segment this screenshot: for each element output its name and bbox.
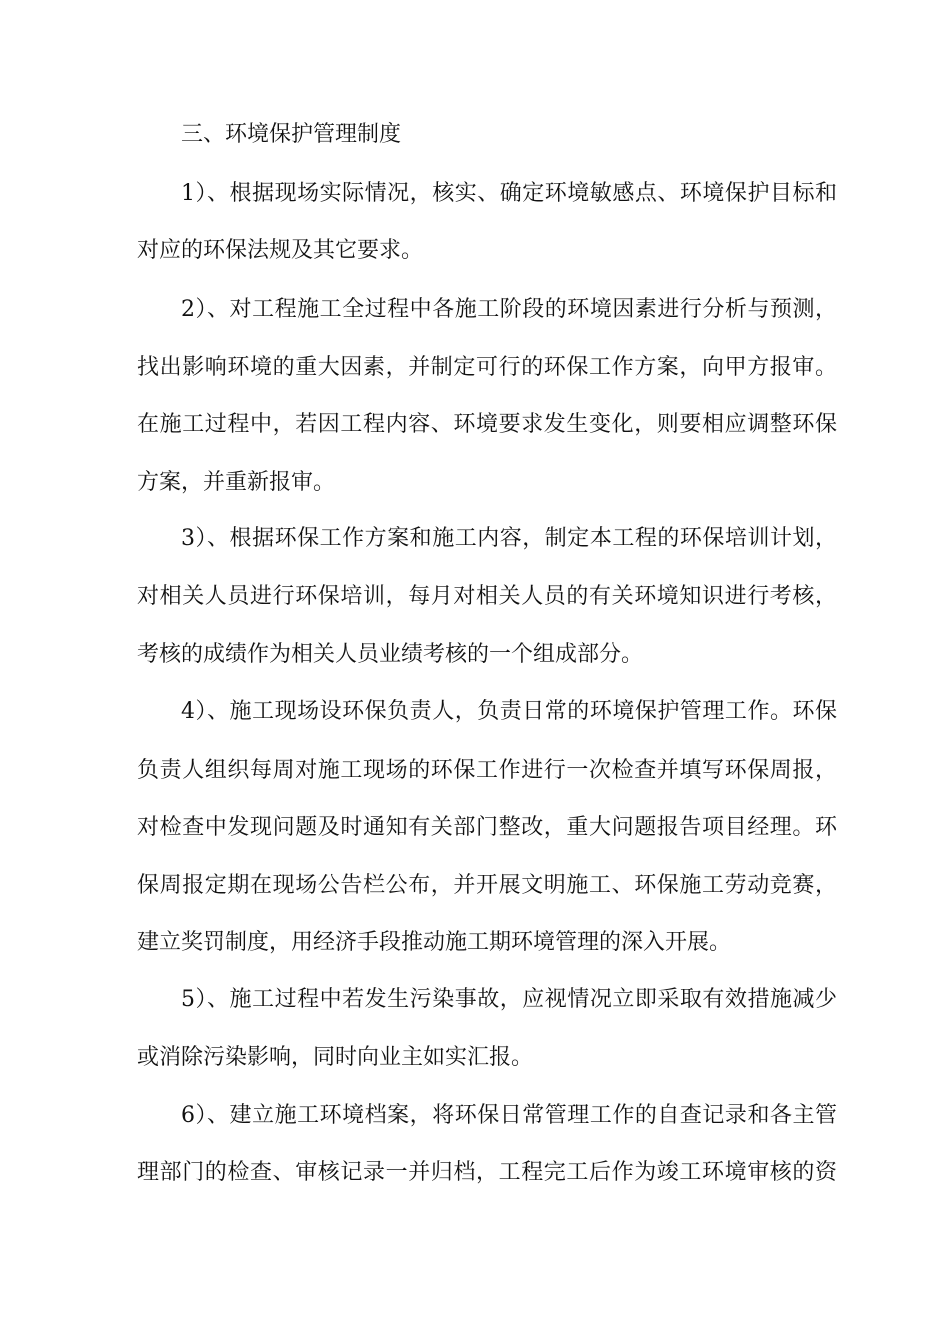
paragraph-5-line-1: 5）、施工过程中若发生污染事故，应视情况立即采取有效措施减少 (181, 987, 837, 1012)
paragraph-2-line-2: 找出影响环境的重大因素，并制定可行的环保工作方案，向甲方报审。 (137, 355, 837, 380)
paragraph-4-line-4: 保周报定期在现场公告栏公布，并开展文明施工、环保施工劳动竞赛， (137, 873, 837, 898)
paragraph-2-line-1: 2）、对工程施工全过程中各施工阶段的环境因素进行分析与预测， (181, 297, 837, 322)
paragraph-3-line-2: 对相关人员进行环保培训，每月对相关人员的有关环境知识进行考核， (137, 584, 837, 609)
paragraph-4-line-2: 负责人组织每周对施工现场的环保工作进行一次检查并填写环保周报， (137, 758, 837, 783)
section-heading: 三、环境保护管理制度 (181, 122, 402, 147)
paragraph-6-line-1: 6）、建立施工环境档案，将环保日常管理工作的自查记录和各主管 (181, 1103, 837, 1128)
paragraph-3-line-3: 考核的成绩作为相关人员业绩考核的一个组成部分。 (137, 642, 644, 667)
paragraph-3-line-1: 3）、根据环保工作方案和施工内容，制定本工程的环保培训计划， (181, 526, 837, 551)
paragraph-2-line-4: 方案，并重新报审。 (137, 470, 336, 495)
paragraph-4-line-3: 对检查中发现问题及时通知有关部门整改，重大问题报告项目经理。环 (137, 815, 837, 840)
paragraph-4-line-5: 建立奖罚制度，用经济手段推动施工期环境管理的深入开展。 (137, 930, 732, 955)
paragraph-1-line-1: 1）、根据现场实际情况，核实、确定环境敏感点、环境保护目标和 (181, 181, 837, 206)
paragraph-1-line-2: 对应的环保法规及其它要求。 (137, 238, 424, 263)
paragraph-5-line-2: 或消除污染影响，同时向业主如实汇报。 (137, 1045, 534, 1070)
paragraph-6-line-2: 理部门的检查、审核记录一并归档，工程完工后作为竣工环境审核的资 (137, 1160, 837, 1185)
paragraph-2-line-3: 在施工过程中，若因工程内容、环境要求发生变化，则要相应调整环保 (137, 412, 837, 437)
paragraph-4-line-1: 4）、施工现场设环保负责人，负责日常的环境保护管理工作。环保 (181, 699, 837, 724)
